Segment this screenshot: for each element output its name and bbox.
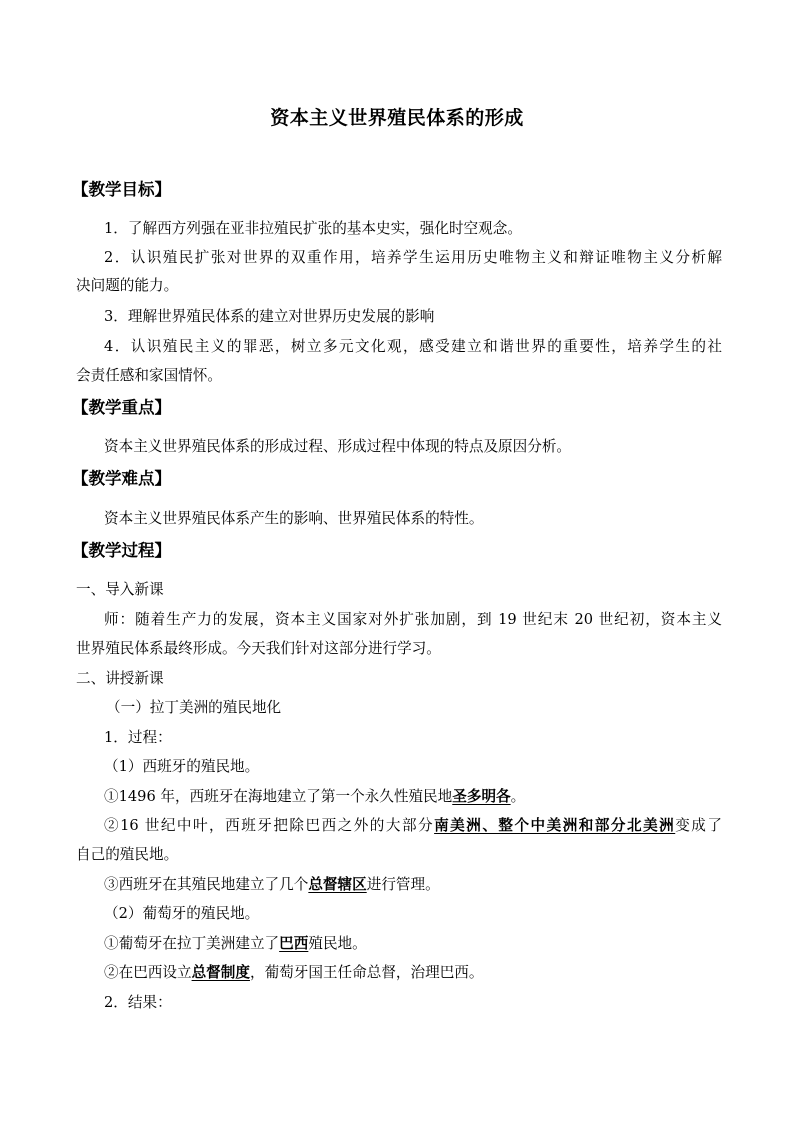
spain-item-1-text: ①1496 年，西班牙在海地建立了第一个永久性殖民地 [104,788,453,805]
process-heading: 【教学过程】 [72,541,171,560]
intro-line-1: 师：随着生产力的发展，资本主义国家对外扩张加剧，到 19 世纪末 20 世纪初，资本主义 [104,611,722,628]
intro-heading: 一、导入新课 [76,581,164,598]
section-1-result-label: 2．结果： [104,994,172,1011]
portugal-item-1-text: ①葡萄牙在拉丁美洲建立了 [104,935,280,952]
portugal-item-2-end: ，葡萄牙国王任命总督，治理巴西。 [249,964,484,981]
spain-item-2-line-1 [104,816,722,836]
section-1-heading: （一）拉丁美洲的殖民地化 [106,699,282,716]
spain-heading: （1）西班牙的殖民地。 [104,758,260,775]
difficulties-text: 资本主义世界殖民体系产生的影响、世界殖民体系的特性。 [104,510,484,527]
goal-item-4-line-2: 会责任感和家国情怀。 [76,367,222,384]
document-title: 资本主义世界殖民体系的形成 [270,107,524,129]
key-term-brazil: 巴西 [279,935,309,952]
spain-item-2-line-2: 自己的殖民地。 [76,846,179,863]
goal-item-2-line-1: 2．认识殖民扩张对世界的双重作用，培养学生运用历史唯物主义和辩证唯物主义分析解 [104,249,722,266]
spain-item-3-text: ③西班牙在其殖民地建立了几个 [104,876,309,893]
intro-line-2: 世界殖民体系最终形成。今天我们针对这部分进行学习。 [76,640,441,657]
portugal-item-1 [104,934,722,954]
key-points-heading: 【教学重点】 [72,398,171,417]
goal-item-2-line-2: 决问题的能力。 [76,277,179,294]
spain-item-1-end: 。 [510,788,526,805]
portugal-item-1-end: 殖民地。 [308,935,367,952]
key-term-americas: 南美洲、整个中美洲和部分北美洲 [434,817,676,834]
key-term-santo-domingo: 圣多明各 [452,788,511,805]
goal-item-3: 3．理解世界殖民体系的建立对世界历史发展的影响 [104,308,435,325]
section-1-process-label: 1．过程： [104,729,172,746]
key-term-governor-system: 总督制度 [191,964,250,981]
portugal-heading: （2）葡萄牙的殖民地。 [104,905,260,922]
spain-item-2-end: 变成了 [675,817,722,834]
spain-item-3 [104,875,722,895]
goals-heading: 【教学目标】 [72,180,171,199]
portugal-item-2-text: ②在巴西设立 [104,964,192,981]
goal-item-1: 1．了解西方列强在亚非拉殖民扩张的基本史实，强化时空观念。 [104,220,522,237]
spain-item-2-text: ②16 世纪中叶，西班牙把除巴西之外的大部分 [104,817,435,834]
portugal-item-2 [104,963,722,983]
key-points-text: 资本主义世界殖民体系的形成过程、形成过程中体现的特点及原因分析。 [104,438,572,455]
difficulties-heading: 【教学难点】 [72,469,171,488]
key-term-viceroyalty: 总督辖区 [308,876,367,893]
spain-item-3-end: 进行管理。 [366,876,440,893]
spain-item-1 [104,787,722,807]
teach-heading: 二、讲授新课 [76,670,164,687]
goal-item-4-line-1: 4．认识殖民主义的罪恶，树立多元文化观，感受建立和谐世界的重要性，培养学生的社 [104,338,722,355]
